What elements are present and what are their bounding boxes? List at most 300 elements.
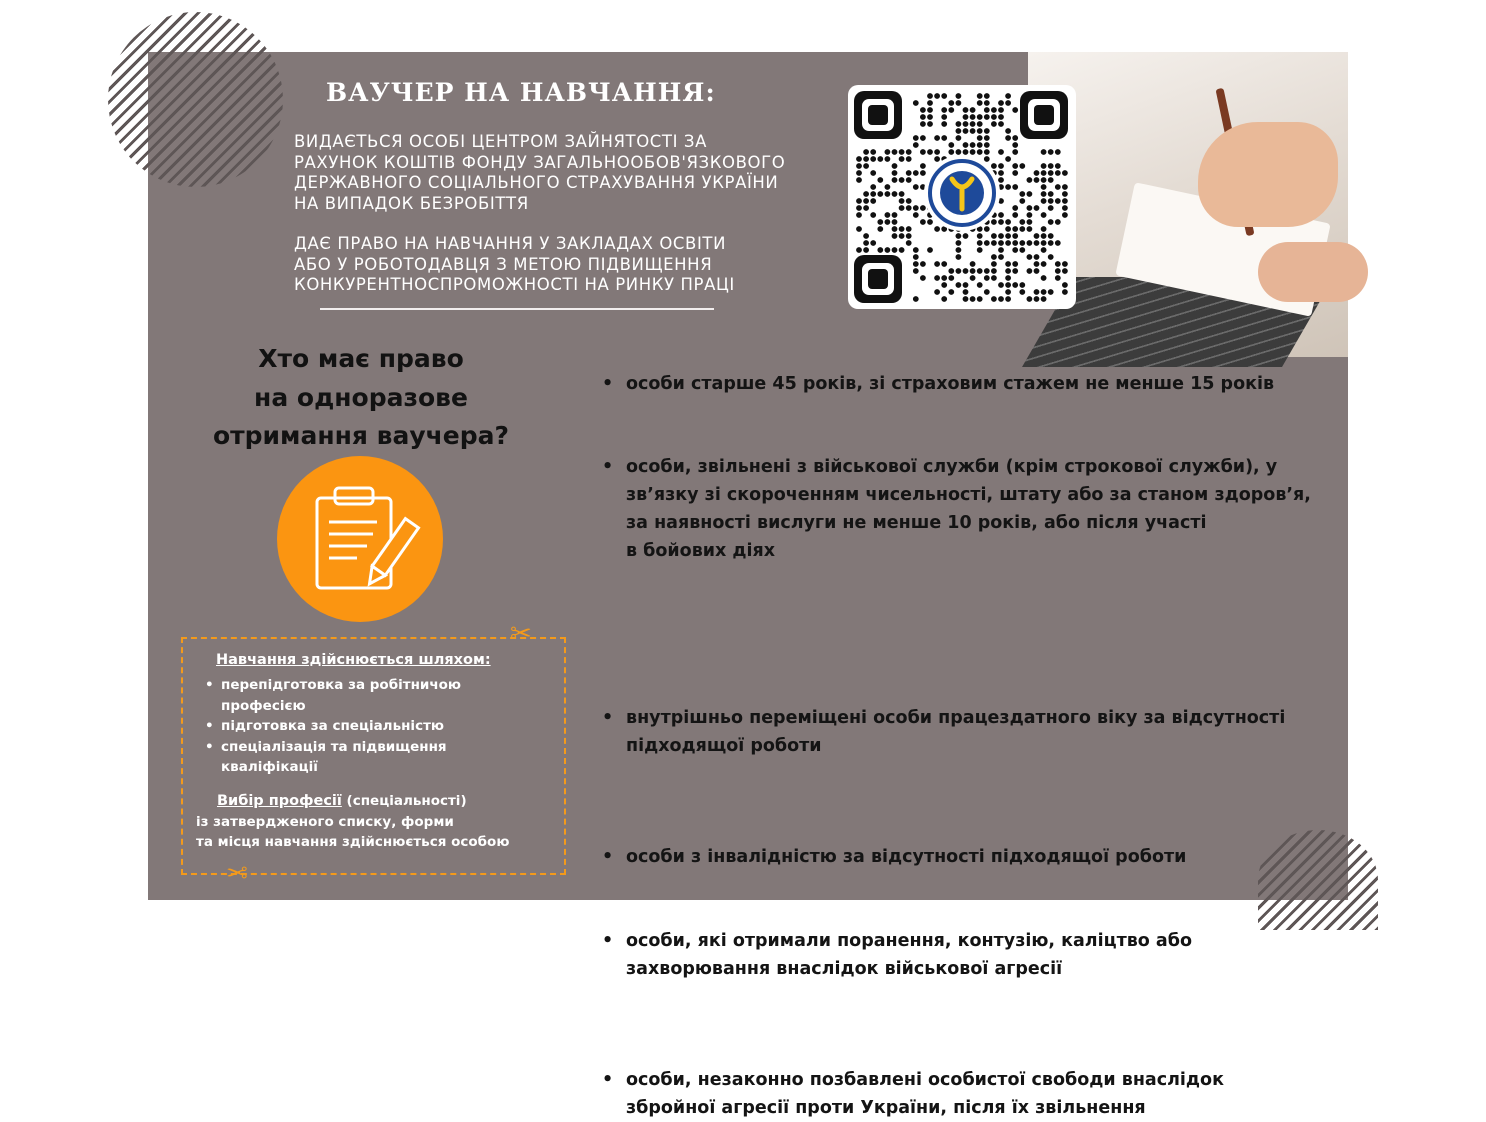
qr-module bbox=[948, 100, 954, 106]
qr-module bbox=[998, 177, 1004, 183]
qr-module bbox=[863, 205, 869, 211]
qr-module bbox=[1012, 184, 1018, 190]
qr-module bbox=[984, 149, 990, 155]
qr-module bbox=[885, 184, 891, 190]
qr-module bbox=[913, 170, 919, 176]
qr-module bbox=[956, 254, 962, 260]
qr-module bbox=[1055, 240, 1061, 246]
qr-module bbox=[984, 135, 990, 141]
qr-code[interactable] bbox=[848, 85, 1076, 309]
list-item: • особи, незаконно позбавлені особистої свободи внаслідок збройної агресії проти України, після їх звільнення bbox=[602, 1066, 1346, 1122]
qr-module bbox=[984, 156, 990, 162]
qr-module bbox=[856, 170, 862, 176]
qr-module bbox=[963, 121, 969, 127]
qr-module bbox=[977, 149, 983, 155]
qr-module bbox=[1062, 212, 1068, 218]
qr-module bbox=[1055, 184, 1061, 190]
qr-module bbox=[1062, 184, 1068, 190]
qr-module bbox=[885, 156, 891, 162]
qr-module bbox=[1005, 100, 1011, 106]
qr-module bbox=[1041, 163, 1047, 169]
qr-module bbox=[870, 240, 876, 246]
qr-module bbox=[998, 240, 1004, 246]
qr-module bbox=[899, 156, 905, 162]
qr-module bbox=[856, 163, 862, 169]
qr-module bbox=[984, 275, 990, 281]
qr-module bbox=[998, 107, 1004, 113]
qr-module bbox=[906, 156, 912, 162]
qr-module bbox=[920, 219, 926, 225]
qr-module bbox=[920, 205, 926, 211]
qr-module bbox=[977, 93, 983, 99]
qr-module bbox=[927, 114, 933, 120]
qr-module bbox=[977, 282, 983, 288]
qr-module bbox=[977, 128, 983, 134]
qr-module bbox=[984, 268, 990, 274]
qr-module bbox=[1005, 128, 1011, 134]
qr-module bbox=[970, 128, 976, 134]
qr-module bbox=[927, 93, 933, 99]
eligibility-question: Хто має право на одноразове отримання ваучера? bbox=[212, 344, 510, 450]
qr-module bbox=[1012, 261, 1018, 267]
qr-module bbox=[963, 107, 969, 113]
qr-module bbox=[956, 149, 962, 155]
qr-module bbox=[892, 170, 898, 176]
qr-module bbox=[1041, 212, 1047, 218]
qr-module bbox=[1062, 191, 1068, 197]
clipboard-icon bbox=[277, 456, 443, 622]
qr-module bbox=[956, 100, 962, 106]
qr-module bbox=[906, 240, 912, 246]
qr-module bbox=[998, 254, 1004, 260]
qr-module bbox=[1019, 240, 1025, 246]
qr-module bbox=[899, 191, 905, 197]
qr-module bbox=[998, 149, 1004, 155]
qr-module bbox=[870, 156, 876, 162]
qr-module bbox=[1034, 268, 1040, 274]
qr-module bbox=[1005, 289, 1011, 295]
qr-module bbox=[1034, 296, 1040, 302]
qr-module bbox=[934, 93, 940, 99]
qr-module bbox=[948, 149, 954, 155]
qr-module bbox=[885, 247, 891, 253]
qr-module bbox=[1027, 177, 1033, 183]
qr-module bbox=[970, 261, 976, 267]
qr-module bbox=[856, 205, 862, 211]
qr-module bbox=[1012, 226, 1018, 232]
qr-module bbox=[877, 156, 883, 162]
qr-module bbox=[906, 205, 912, 211]
divider bbox=[320, 308, 714, 310]
list-item: • внутрішньо переміщені особи працездатного віку за відсутності підходящої роботи bbox=[602, 704, 1346, 760]
qr-module bbox=[970, 275, 976, 281]
qr-module bbox=[998, 233, 1004, 239]
qr-module bbox=[856, 212, 862, 218]
qr-module bbox=[863, 198, 869, 204]
qr-module bbox=[1041, 240, 1047, 246]
qr-module bbox=[1019, 198, 1025, 204]
qr-module bbox=[1027, 296, 1033, 302]
qr-module bbox=[1012, 135, 1018, 141]
qr-module bbox=[984, 107, 990, 113]
qr-module bbox=[1019, 226, 1025, 232]
qr-module bbox=[1005, 261, 1011, 267]
qr-module bbox=[956, 128, 962, 134]
qr-module bbox=[870, 149, 876, 155]
qr-module bbox=[963, 142, 969, 148]
qr-module bbox=[998, 219, 1004, 225]
qr-module bbox=[956, 247, 962, 253]
qr-module bbox=[863, 163, 869, 169]
qr-module bbox=[870, 198, 876, 204]
qr-module bbox=[1027, 205, 1033, 211]
qr-module bbox=[899, 226, 905, 232]
qr-module bbox=[977, 247, 983, 253]
qr-module bbox=[920, 163, 926, 169]
qr-module bbox=[977, 135, 983, 141]
qr-module bbox=[1019, 191, 1025, 197]
qr-module bbox=[863, 247, 869, 253]
qr-module bbox=[856, 226, 862, 232]
qr-module bbox=[1055, 268, 1061, 274]
qr-module bbox=[877, 191, 883, 197]
qr-module bbox=[856, 156, 862, 162]
qr-module bbox=[941, 114, 947, 120]
qr-module bbox=[1005, 219, 1011, 225]
qr-module bbox=[920, 170, 926, 176]
qr-module bbox=[920, 149, 926, 155]
qr-module bbox=[970, 107, 976, 113]
qr-module bbox=[927, 149, 933, 155]
qr-module bbox=[1005, 156, 1011, 162]
qr-module bbox=[984, 240, 990, 246]
qr-module bbox=[1034, 261, 1040, 267]
qr-module bbox=[948, 107, 954, 113]
qr-module bbox=[1041, 226, 1047, 232]
qr-module bbox=[892, 177, 898, 183]
qr-module bbox=[977, 240, 983, 246]
qr-module bbox=[1027, 219, 1033, 225]
qr-module bbox=[913, 296, 919, 302]
qr-module bbox=[927, 247, 933, 253]
training-methods-box bbox=[181, 637, 566, 875]
qr-module bbox=[970, 114, 976, 120]
qr-module bbox=[1041, 289, 1047, 295]
qr-module bbox=[1055, 275, 1061, 281]
qr-module bbox=[1005, 184, 1011, 190]
qr-module bbox=[956, 282, 962, 288]
qr-module bbox=[920, 135, 926, 141]
qr-module bbox=[1012, 142, 1018, 148]
qr-module bbox=[970, 149, 976, 155]
qr-module bbox=[948, 268, 954, 274]
qr-module bbox=[970, 296, 976, 302]
qr-module bbox=[1034, 289, 1040, 295]
qr-module bbox=[870, 170, 876, 176]
qr-module bbox=[991, 114, 997, 120]
qr-module bbox=[863, 191, 869, 197]
qr-module bbox=[877, 226, 883, 232]
qr-module bbox=[892, 212, 898, 218]
qr-module bbox=[977, 121, 983, 127]
qr-module bbox=[998, 296, 1004, 302]
qr-module bbox=[1048, 191, 1054, 197]
list-item: • спеціалізація та підвищення кваліфікації bbox=[205, 737, 481, 778]
qr-module bbox=[956, 268, 962, 274]
qr-module bbox=[998, 282, 1004, 288]
qr-module bbox=[892, 247, 898, 253]
qr-module bbox=[1062, 170, 1068, 176]
qr-module bbox=[913, 254, 919, 260]
qr-module bbox=[892, 233, 898, 239]
qr-module bbox=[941, 275, 947, 281]
qr-module bbox=[885, 212, 891, 218]
qr-module bbox=[956, 121, 962, 127]
qr-module bbox=[1048, 240, 1054, 246]
qr-module bbox=[856, 247, 862, 253]
qr-module bbox=[863, 233, 869, 239]
qr-module bbox=[963, 128, 969, 134]
qr-module bbox=[1027, 254, 1033, 260]
qr-module bbox=[1005, 233, 1011, 239]
qr-module bbox=[1055, 149, 1061, 155]
qr-module bbox=[984, 289, 990, 295]
qr-module bbox=[948, 275, 954, 281]
qr-module bbox=[856, 177, 862, 183]
qr-module bbox=[927, 107, 933, 113]
qr-module bbox=[1019, 163, 1025, 169]
qr-module bbox=[885, 191, 891, 197]
qr-module bbox=[920, 107, 926, 113]
qr-module bbox=[984, 226, 990, 232]
qr-module bbox=[1041, 170, 1047, 176]
qr-module bbox=[1005, 226, 1011, 232]
qr-module bbox=[906, 177, 912, 183]
decorative-stripes bbox=[108, 12, 283, 187]
qr-finder-bottom-left bbox=[854, 255, 902, 303]
qr-module bbox=[991, 296, 997, 302]
qr-module bbox=[941, 107, 947, 113]
qr-module bbox=[913, 268, 919, 274]
qr-module bbox=[1062, 205, 1068, 211]
qr-module bbox=[991, 163, 997, 169]
qr-module bbox=[877, 247, 883, 253]
qr-finder-top-right bbox=[1020, 91, 1068, 139]
qr-module bbox=[885, 219, 891, 225]
qr-module bbox=[963, 114, 969, 120]
qr-module bbox=[934, 135, 940, 141]
qr-module bbox=[977, 114, 983, 120]
qr-module bbox=[1019, 289, 1025, 295]
qr-module bbox=[1055, 198, 1061, 204]
list-item: • перепідготовка за робітничою професією bbox=[205, 675, 481, 716]
qr-module bbox=[1062, 268, 1068, 274]
qr-module bbox=[991, 268, 997, 274]
qr-module bbox=[1048, 198, 1054, 204]
qr-module bbox=[927, 100, 933, 106]
qr-module bbox=[1034, 177, 1040, 183]
qr-module bbox=[906, 149, 912, 155]
qr-module bbox=[870, 212, 876, 218]
qr-module bbox=[963, 233, 969, 239]
qr-module bbox=[899, 149, 905, 155]
qr-module bbox=[970, 142, 976, 148]
qr-module bbox=[941, 121, 947, 127]
qr-module bbox=[984, 100, 990, 106]
qr-module bbox=[970, 121, 976, 127]
eligible-persons-list bbox=[602, 370, 1346, 1118]
qr-module bbox=[956, 240, 962, 246]
qr-module bbox=[913, 247, 919, 253]
qr-module bbox=[984, 128, 990, 134]
qr-module bbox=[1055, 163, 1061, 169]
qr-module bbox=[956, 233, 962, 239]
qr-module bbox=[963, 289, 969, 295]
qr-module bbox=[1048, 170, 1054, 176]
qr-module bbox=[963, 149, 969, 155]
qr-module bbox=[934, 149, 940, 155]
voucher-flyer bbox=[148, 52, 1348, 1118]
qr-module bbox=[970, 268, 976, 274]
qr-module bbox=[1048, 177, 1054, 183]
qr-module bbox=[1005, 240, 1011, 246]
qr-module bbox=[1062, 261, 1068, 267]
qr-module bbox=[991, 219, 997, 225]
qr-module bbox=[863, 149, 869, 155]
profession-choice-suffix: (спеціальності) bbox=[341, 793, 467, 809]
qr-module bbox=[963, 268, 969, 274]
list-item: • особи, які отримали поранення, контузію, каліцтво або захворювання внаслідок військової агресії bbox=[602, 927, 1346, 983]
qr-module bbox=[913, 142, 919, 148]
qr-module bbox=[1041, 184, 1047, 190]
qr-module bbox=[941, 296, 947, 302]
qr-module bbox=[1041, 247, 1047, 253]
qr-module bbox=[1027, 268, 1033, 274]
qr-module bbox=[1041, 198, 1047, 204]
qr-module bbox=[1062, 198, 1068, 204]
qr-module bbox=[906, 226, 912, 232]
qr-module bbox=[948, 289, 954, 295]
qr-module bbox=[991, 254, 997, 260]
qr-module bbox=[913, 100, 919, 106]
qr-module bbox=[1019, 219, 1025, 225]
qr-module bbox=[906, 233, 912, 239]
qr-module bbox=[927, 219, 933, 225]
qr-module bbox=[1048, 289, 1054, 295]
list-item: • підготовка за спеціальністю bbox=[205, 716, 481, 737]
qr-module bbox=[941, 282, 947, 288]
qr-module bbox=[1012, 170, 1018, 176]
qr-module bbox=[934, 156, 940, 162]
qr-module bbox=[991, 261, 997, 267]
qr-module bbox=[899, 177, 905, 183]
qr-module bbox=[1012, 240, 1018, 246]
list-item: • особи з інвалідністю за відсутності підходящої роботи bbox=[602, 843, 1346, 871]
qr-module bbox=[991, 233, 997, 239]
qr-module bbox=[977, 296, 983, 302]
qr-module bbox=[906, 198, 912, 204]
qr-module bbox=[1027, 191, 1033, 197]
qr-module bbox=[1012, 268, 1018, 274]
qr-module bbox=[1012, 163, 1018, 169]
qr-module bbox=[934, 261, 940, 267]
qr-module bbox=[1005, 135, 1011, 141]
qr-module bbox=[991, 240, 997, 246]
qr-module bbox=[1055, 170, 1061, 176]
qr-module bbox=[1034, 170, 1040, 176]
qr-module bbox=[899, 205, 905, 211]
qr-module bbox=[870, 191, 876, 197]
qr-module bbox=[1027, 226, 1033, 232]
qr-module bbox=[1048, 233, 1054, 239]
training-methods-heading: Навчання здійснюється шляхом: bbox=[216, 652, 491, 668]
qr-module bbox=[892, 163, 898, 169]
qr-module bbox=[863, 156, 869, 162]
qr-module bbox=[998, 212, 1004, 218]
qr-module bbox=[892, 226, 898, 232]
qr-module bbox=[885, 149, 891, 155]
qr-module bbox=[892, 191, 898, 197]
qr-module bbox=[977, 142, 983, 148]
qr-module bbox=[998, 170, 1004, 176]
qr-module bbox=[913, 205, 919, 211]
qr-module bbox=[1005, 275, 1011, 281]
qr-module bbox=[977, 100, 983, 106]
qr-module bbox=[984, 142, 990, 148]
qr-module bbox=[892, 149, 898, 155]
qr-module bbox=[963, 282, 969, 288]
voucher-right-description: ДАЄ ПРАВО НА НАВЧАННЯ У ЗАКЛАДАХ ОСВІТИ АБО У РОБОТОДАВЦЯ З МЕТОЮ ПІДВИЩЕННЯ КОНКУРЕНТНОСПРОМОЖНОСТІ НА РИНКУ ПРАЦІ bbox=[294, 234, 735, 294]
qr-module bbox=[1034, 233, 1040, 239]
qr-module bbox=[934, 289, 940, 295]
qr-module bbox=[1041, 275, 1047, 281]
qr-module bbox=[1062, 289, 1068, 295]
qr-module bbox=[863, 240, 869, 246]
qr-module bbox=[1048, 219, 1054, 225]
qr-module bbox=[1012, 212, 1018, 218]
qr-module bbox=[1048, 149, 1054, 155]
qr-module bbox=[906, 170, 912, 176]
qr-module bbox=[941, 93, 947, 99]
qr-module bbox=[870, 184, 876, 190]
qr-module bbox=[991, 275, 997, 281]
qr-module bbox=[984, 93, 990, 99]
qr-module bbox=[984, 114, 990, 120]
qr-module bbox=[1041, 261, 1047, 267]
training-methods-list bbox=[205, 675, 481, 778]
qr-module bbox=[913, 261, 919, 267]
profession-choice-label: Вибір професії bbox=[217, 793, 342, 809]
qr-module bbox=[963, 296, 969, 302]
qr-module bbox=[956, 135, 962, 141]
qr-module bbox=[1048, 205, 1054, 211]
qr-module bbox=[877, 177, 883, 183]
qr-module bbox=[1041, 296, 1047, 302]
qr-module bbox=[1019, 247, 1025, 253]
qr-module bbox=[1027, 212, 1033, 218]
profession-choice-line: та місця навчання здійснюється особою bbox=[196, 834, 510, 850]
qr-module bbox=[1034, 254, 1040, 260]
profession-choice-line: із затвердженого списку, форми bbox=[196, 813, 454, 830]
qr-module bbox=[920, 121, 926, 127]
qr-module bbox=[1034, 240, 1040, 246]
list-item: • особи, звільнені з військової служби (крім строкової служби), у зв’язку зі скороченням чисельності, штату або за станом здоров’я, за наявності вислуги не менше 10 років, або після участі в бойових діях bbox=[602, 453, 1346, 565]
qr-module bbox=[1019, 282, 1025, 288]
qr-module bbox=[1012, 282, 1018, 288]
qr-module bbox=[913, 212, 919, 218]
qr-module bbox=[920, 114, 926, 120]
qr-module bbox=[998, 100, 1004, 106]
